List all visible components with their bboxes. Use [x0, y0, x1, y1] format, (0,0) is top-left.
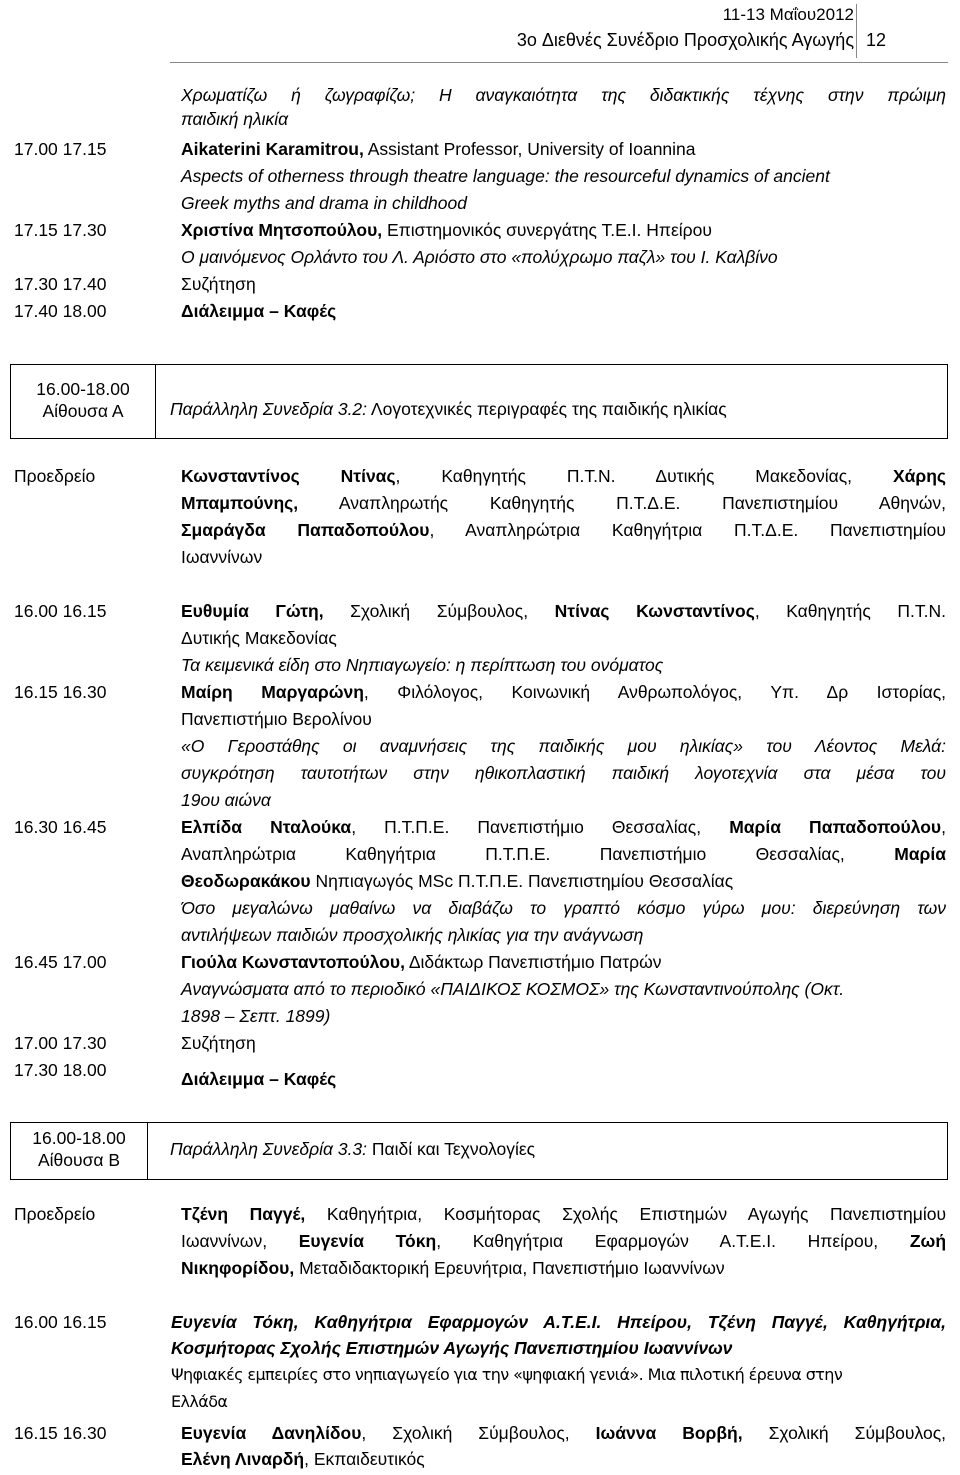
header-divider — [856, 4, 857, 58]
talk-speakers: Ευγενία Δανηλίδου, Σχολική Σύμβουλος, Ιωάννα Βορβή, Σχολική Σύμβουλος, — [181, 1423, 946, 1443]
talk-title: «Ο Γεροστάθης οι αναμνήσεις της παιδικής μου ηλικίας» του Λέοντος Μελά: — [181, 736, 946, 756]
session-time-room — [11, 1123, 148, 1179]
talk-speakers: Ευθυμία Γώτη, Σχολική Σύμβουλος, Ντίνας Κωνσταντίνος, Καθηγητής Π.Τ.Ν. — [181, 601, 947, 621]
session-header-box — [10, 364, 948, 439]
talk-speakers: Ευγενία Τόκη, Καθηγήτρια Εφαρμογών Α.Τ.Ε.Ι. Ηπείρου, Τζένη Παγγέ, Καθηγήτρια, — [171, 1312, 946, 1332]
session-header-box — [10, 1122, 948, 1180]
header-date: 11-13 Μαΐου2012 — [722, 5, 854, 24]
talk-time: 16.00 16.15 — [14, 601, 107, 621]
chair-names: Τζένη Παγγέ, Καθηγήτρια, Κοσμήτορας Σχολής Επιστημών Αγωγής Πανεπιστημίου — [181, 1204, 947, 1224]
break-time: 17.40 18.00 — [14, 301, 107, 321]
talk-time: 16.45 17.00 — [14, 952, 107, 972]
talk-title: Greek myths and drama in childhood — [181, 193, 467, 213]
talk-title: Ψηφιακές εμπειρίες στο νηπιαγωγείο για την «ψηφιακή γενιά». Μια πιλοτική έρευνα στην — [171, 1365, 843, 1384]
talk-title: παιδική ηλικία — [181, 109, 289, 129]
talk-time: 16.00 16.15 — [14, 1312, 107, 1332]
chair-names: Ιωαννίνων, Ευγενία Τόκη, Καθηγήτρια Εφαρμογών Α.Τ.Ε.Ι. Ηπείρου, Ζωή — [181, 1231, 947, 1251]
talk-title: αντιλήψεων παιδιών προσχολικής ηλικίας για την ανάγνωση — [181, 925, 644, 945]
chair-names: Νικηφορίδου, Μεταδιδακτορική Ερευνήτρια, Πανεπιστήμιο Ιωαννίνων — [181, 1258, 725, 1278]
chair-names: Κωνσταντίνος Ντίνας, Καθηγητής Π.Τ.Ν. Δυτικής Μακεδονίας, Χάρης — [181, 466, 947, 486]
talk-time: 16.15 16.30 — [14, 682, 107, 702]
talk-title: Aspects of otherness through theatre language: the resourceful dynamics of ancient — [181, 166, 830, 186]
discussion-time: 17.00 17.30 — [14, 1033, 107, 1053]
talk-title: Ελλάδα — [171, 1392, 228, 1411]
talk-speakers: Αναπληρώτρια Καθηγήτρια Π.Τ.Π.Ε. Πανεπιστήμιο Θεσσαλίας, Μαρία — [181, 844, 946, 864]
session-room: Αίθουσα Α — [42, 401, 124, 421]
talk-speakers: Κοσμήτορας Σχολής Επιστημών Αγωγής Πανεπιστημίου Ιωαννίνων — [171, 1338, 733, 1358]
chair-names: Μπαμπούνης, Αναπληρωτής Καθηγητής Π.Τ.Δ.Ε. Πανεπιστημίου Αθηνών, — [181, 493, 946, 513]
header-title: 3o Διεθνές Συνέδριο Προσχολικής Αγωγής — [516, 30, 854, 50]
talk-speakers: Aikaterini Karamitrou, Assistant Professor, University of Ioannina — [181, 139, 696, 159]
session-title: Παράλληλη Συνεδρία 3.3: Παιδί και Τεχνολογίες — [170, 1139, 536, 1159]
talk-title: 19ου αιώνα — [181, 790, 271, 810]
talk-speakers: Ελένη Λιναρδή, Εκπαιδευτικός — [181, 1449, 425, 1469]
talk-speakers: Πανεπιστήμιο Βερολίνου — [181, 709, 372, 729]
talk-title: συγκρότηση ταυτοτήτων στην ηθικοπλαστική παιδική λογοτεχνία στα μέσα του — [181, 763, 946, 783]
session-time: 16.00-18.00 — [36, 379, 130, 399]
chair-names: Ιωαννίνων — [181, 547, 263, 567]
talk-title: Όσο μεγαλώνω μαθαίνω να διαβάζω το γραπτό κόσμο γύρω μου: διερεύνηση των — [181, 898, 946, 918]
talk-time: 16.15 16.30 — [14, 1423, 107, 1443]
header-rule — [170, 62, 948, 63]
break-label: Διάλειμμα – Καφές — [181, 1069, 337, 1089]
discussion-label: Συζήτηση — [181, 1033, 256, 1053]
discussion-label: Συζήτηση — [181, 274, 256, 294]
talk-title: Χρωματίζω ή ζωγραφίζω; Η αναγκαιότητα της διδακτικής τέχνης στην πρώιμη — [181, 85, 946, 105]
chair-names: Σμαράγδα Παπαδοπούλου, Αναπληρώτρια Καθηγήτρια Π.Τ.Δ.Ε. Πανεπιστημίου — [181, 520, 946, 540]
talk-speakers: Ελπίδα Νταλούκα, Π.Τ.Π.Ε. Πανεπιστήμιο Θεσσαλίας, Μαρία Παπαδοπούλου, — [181, 817, 946, 837]
session-title: Παράλληλη Συνεδρία 3.2: Λογοτεχνικές περιγραφές της παιδικής ηλικίας — [170, 399, 727, 419]
break-label: Διάλειμμα – Καφές — [181, 301, 337, 321]
talk-speakers: Γιούλα Κωνσταντοπούλου, Διδάκτωρ Πανεπιστήμιο Πατρών — [181, 952, 662, 972]
talk-speakers: Δυτικής Μακεδονίας — [181, 628, 337, 648]
talk-time: 17.00 17.15 — [14, 139, 107, 159]
talk-title: Αναγνώσματα από το περιοδικό «ΠΑΙΔΙΚΟΣ ΚΟΣΜΟΣ» της Κωνσταντινούπολης (Οκτ. — [181, 979, 845, 999]
talk-speakers: Θεοδωρακάκου Νηπιαγωγός MSc Π.Τ.Π.Ε. Πανεπιστημίου Θεσσαλίας — [181, 871, 734, 891]
session-time: 16.00-18.00 — [32, 1128, 126, 1148]
talk-speakers: Χριστίνα Μητσοπούλου, Επιστημονικός συνεργάτης Τ.Ε.Ι. Ηπείρου — [181, 220, 712, 240]
talk-title: 1898 – Σεπτ. 1899) — [181, 1006, 331, 1026]
session-time-room — [11, 365, 156, 438]
talk-time: 16.30 16.45 — [14, 817, 107, 837]
session-room: Αίθουσα Β — [37, 1150, 121, 1170]
talk-speakers: Μαίρη Μαργαρώνη, Φιλόλογος, Κοινωνική Ανθρωπολόγος, Υπ. Δρ Ιστορίας, — [181, 682, 946, 702]
break-time: 17.30 18.00 — [14, 1060, 107, 1080]
chair-label: Προεδρείο — [14, 1204, 96, 1224]
page-number: 12 — [866, 30, 887, 50]
chair-label: Προεδρείο — [14, 466, 96, 486]
talk-time: 17.15 17.30 — [14, 220, 107, 240]
discussion-time: 17.30 17.40 — [14, 274, 107, 294]
talk-title: Τα κειμενικά είδη στο Νηπιαγωγείο: η περίπτωση του ονόματος — [181, 655, 664, 675]
talk-title: Ο μαινόμενος Ορλάντο του Λ. Αριόστο στο «πολύχρωμο παζλ» του Ι. Καλβίνο — [181, 247, 778, 267]
